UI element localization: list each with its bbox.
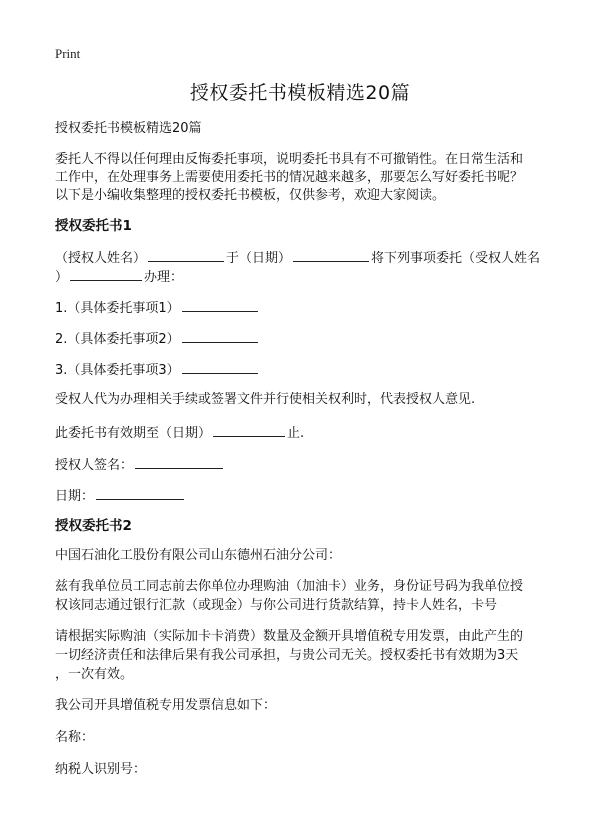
matter-item-label: 2.（具体委托事项2） [55, 332, 180, 347]
grantor-name-label: （授权人姓名） [55, 251, 147, 266]
intro-line-1: 委托人不得以任何理由反悔委托事项，说明委托书具有不可撤销性。在日常生活和 [55, 152, 524, 167]
matter-item-blank [182, 328, 258, 343]
invoice-info: 我公司开具增值税专用发票信息如下： [55, 698, 277, 713]
section1-heading: 授权委托书1 [55, 218, 132, 234]
date-line [55, 485, 555, 507]
para2-line-1: 请根据实际购油（实际加卡卡消费）数量及金额开具增值税专用发票，由此产生的 [55, 629, 524, 644]
section2-heading: 授权委托书2 [55, 518, 132, 534]
page-title: 授权委托书模板精选20篇 [189, 82, 411, 104]
grantee-name-blank [70, 266, 142, 281]
name-label: 名称： [55, 730, 95, 745]
validity-blank [213, 422, 285, 437]
matter-item-label: 1.（具体委托事项1） [55, 301, 180, 316]
signature-blank [135, 454, 223, 469]
authority-statement: 受权人代为办理相关手续或签署文件并行使相关权利时，代表授权人意见. [55, 392, 476, 407]
date-field-blank [96, 485, 184, 500]
validity-label: 此委托书有效期至（日期） [55, 426, 212, 441]
taxpayer-id-label: 纳税人识别号： [55, 762, 147, 777]
date-blank [293, 247, 369, 262]
intro-line-3: 以下是小编收集整理的授权委托书模板，仅供参考，欢迎大家阅读。 [55, 188, 446, 203]
print-link[interactable]: Print [55, 46, 81, 61]
matter-item-label: 3.（具体委托事项3） [55, 363, 180, 378]
subtitle: 授权委托书模板精选20篇 [55, 121, 202, 136]
matter-item-3 [55, 359, 555, 381]
matter-item-2 [55, 328, 555, 350]
para2-line-2: 一切经济责任和法律后果有我公司承担，与贵公司无关。授权委托书有效期为3天 [55, 648, 519, 663]
intro-line-2: 工作中，在处理事务上需要使用委托书的情况越来越多，那要怎么写好委托书呢？ [55, 170, 524, 185]
grantor-name-blank [148, 247, 224, 262]
addressee: 中国石油化工股份有限公司山东德州石油分公司： [55, 548, 342, 563]
matter-item-blank [182, 297, 258, 312]
para1-line-1: 兹有我单位员工同志前去你单位办理购油（加油卡）业务，身份证号码为我单位授 [55, 579, 524, 594]
signature-label: 授权人签名： [55, 458, 134, 473]
grantee-name-label: 将下列事项委托（受权人姓名 [371, 251, 541, 266]
para1-line-2: 权该同志通过银行汇款（或现金）与你公司进行货款结算，持卡人姓名，卡号 [55, 598, 498, 613]
signature-line [55, 454, 555, 476]
para2-line-3: ，一次有效。 [55, 667, 134, 682]
matter-item-1 [55, 297, 555, 319]
date-label: 于（日期） [226, 251, 292, 266]
handle-label: 办理： [144, 270, 184, 285]
section1-line2 [55, 266, 555, 288]
validity-end: 止. [287, 426, 305, 441]
date-field-label: 日期： [55, 489, 95, 504]
matter-item-blank [182, 359, 258, 374]
grantee-close-paren: ） [55, 270, 69, 285]
validity-line [55, 422, 555, 444]
